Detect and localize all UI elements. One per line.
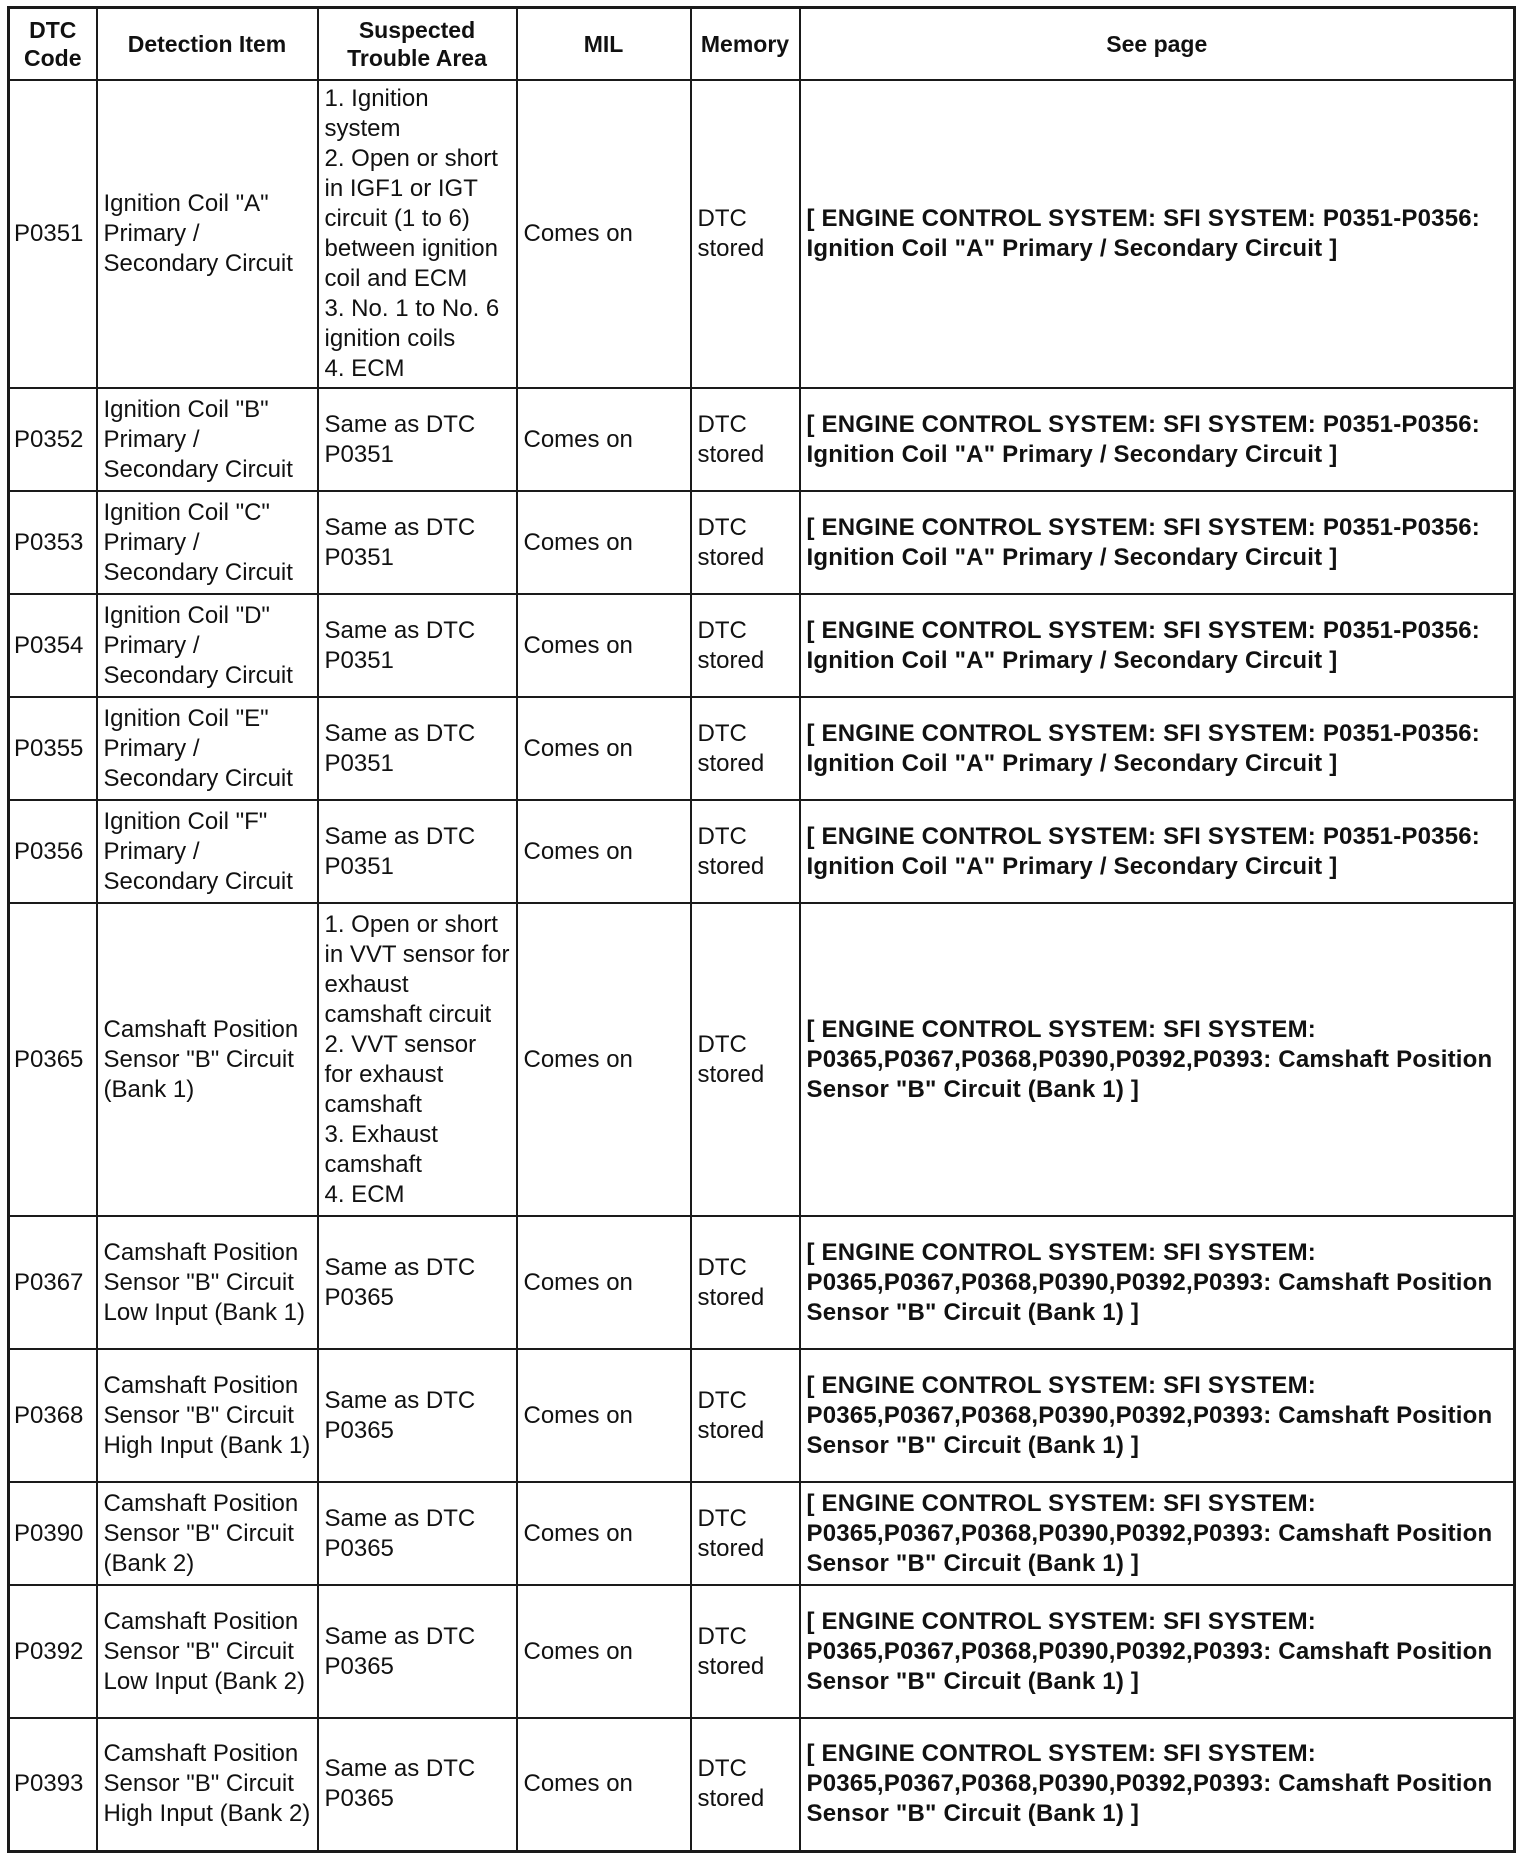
mil-cell: Comes on <box>517 80 691 388</box>
memory-cell: DTC stored <box>691 1482 800 1585</box>
see-page-link[interactable]: [ ENGINE CONTROL SYSTEM: SFI SYSTEM: P0365,P0367,P0368,P0390,P0392,P0393: Camshaft Position Sensor "B" Circuit (Bank 1) ] <box>800 1349 1515 1482</box>
detection-item-cell: Ignition Coil "B" Primary / Secondary Circuit <box>97 388 318 491</box>
dtc-code-cell: P0365 <box>9 903 97 1216</box>
dtc-code-cell: P0368 <box>9 1349 97 1482</box>
header-detection-item: Detection Item <box>97 8 318 81</box>
header-mil: MIL <box>517 8 691 81</box>
table-row <box>9 1349 1515 1482</box>
detection-item-cell: Camshaft Position Sensor "B" Circuit Low Input (Bank 2) <box>97 1585 318 1718</box>
detection-item-cell: Camshaft Position Sensor "B" Circuit (Bank 1) <box>97 903 318 1216</box>
table-row <box>9 80 1515 388</box>
trouble-area-cell: Same as DTC P0351 <box>318 491 517 594</box>
see-page-link[interactable]: [ ENGINE CONTROL SYSTEM: SFI SYSTEM: P0351-P0356: Ignition Coil "A" Primary / Secondary Circuit ] <box>800 388 1515 491</box>
header-row <box>9 8 1515 81</box>
header-see-page: See page <box>800 8 1515 81</box>
memory-cell: DTC stored <box>691 388 800 491</box>
mil-cell: Comes on <box>517 1718 691 1851</box>
trouble-area-cell: Same as DTC P0351 <box>318 800 517 903</box>
trouble-area-cell: Same as DTC P0365 <box>318 1482 517 1585</box>
see-page-link[interactable]: [ ENGINE CONTROL SYSTEM: SFI SYSTEM: P0351-P0356: Ignition Coil "A" Primary / Secondary Circuit ] <box>800 594 1515 697</box>
mil-cell: Comes on <box>517 800 691 903</box>
see-page-link[interactable]: [ ENGINE CONTROL SYSTEM: SFI SYSTEM: P0351-P0356: Ignition Coil "A" Primary / Secondary Circuit ] <box>800 80 1515 388</box>
memory-cell: DTC stored <box>691 903 800 1216</box>
mil-cell: Comes on <box>517 1585 691 1718</box>
see-page-link[interactable]: [ ENGINE CONTROL SYSTEM: SFI SYSTEM: P0365,P0367,P0368,P0390,P0392,P0393: Camshaft Position Sensor "B" Circuit (Bank 1) ] <box>800 1585 1515 1718</box>
dtc-code-cell: P0354 <box>9 594 97 697</box>
see-page-link[interactable]: [ ENGINE CONTROL SYSTEM: SFI SYSTEM: P0351-P0356: Ignition Coil "A" Primary / Secondary Circuit ] <box>800 697 1515 800</box>
mil-cell: Comes on <box>517 491 691 594</box>
trouble-area-cell: Same as DTC P0365 <box>318 1216 517 1349</box>
header-memory: Memory <box>691 8 800 81</box>
trouble-area-cell: Same as DTC P0351 <box>318 388 517 491</box>
see-page-link[interactable]: [ ENGINE CONTROL SYSTEM: SFI SYSTEM: P0365,P0367,P0368,P0390,P0392,P0393: Camshaft Position Sensor "B" Circuit (Bank 1) ] <box>800 1482 1515 1585</box>
dtc-code-cell: P0351 <box>9 80 97 388</box>
detection-item-cell: Ignition Coil "D" Primary / Secondary Circuit <box>97 594 318 697</box>
memory-cell: DTC stored <box>691 697 800 800</box>
memory-cell: DTC stored <box>691 1585 800 1718</box>
trouble-area-cell: 1. Open or short in VVT sensor for exhaust camshaft circuit 2. VVT sensor for exhaust camshaft 3. Exhaust camshaft 4. ECM <box>318 903 517 1216</box>
detection-item-cell: Ignition Coil "A" Primary / Secondary Circuit <box>97 80 318 388</box>
detection-item-cell: Camshaft Position Sensor "B" Circuit (Bank 2) <box>97 1482 318 1585</box>
dtc-code-cell: P0393 <box>9 1718 97 1851</box>
memory-cell: DTC stored <box>691 1349 800 1482</box>
detection-item-cell: Camshaft Position Sensor "B" Circuit Low Input (Bank 1) <box>97 1216 318 1349</box>
table-row <box>9 800 1515 903</box>
table-row <box>9 1216 1515 1349</box>
mil-cell: Comes on <box>517 903 691 1216</box>
memory-cell: DTC stored <box>691 800 800 903</box>
table-row <box>9 1585 1515 1718</box>
dtc-code-cell: P0353 <box>9 491 97 594</box>
table-row <box>9 1718 1515 1851</box>
dtc-code-cell: P0356 <box>9 800 97 903</box>
dtc-code-cell: P0355 <box>9 697 97 800</box>
detection-item-cell: Camshaft Position Sensor "B" Circuit High Input (Bank 1) <box>97 1349 318 1482</box>
dtc-code-cell: P0352 <box>9 388 97 491</box>
mil-cell: Comes on <box>517 1216 691 1349</box>
memory-cell: DTC stored <box>691 594 800 697</box>
mil-cell: Comes on <box>517 1482 691 1585</box>
dtc-code-cell: P0392 <box>9 1585 97 1718</box>
mil-cell: Comes on <box>517 1349 691 1482</box>
see-page-link[interactable]: [ ENGINE CONTROL SYSTEM: SFI SYSTEM: P0365,P0367,P0368,P0390,P0392,P0393: Camshaft Position Sensor "B" Circuit (Bank 1) ] <box>800 1718 1515 1851</box>
see-page-link[interactable]: [ ENGINE CONTROL SYSTEM: SFI SYSTEM: P0351-P0356: Ignition Coil "A" Primary / Secondary Circuit ] <box>800 800 1515 903</box>
table-row <box>9 388 1515 491</box>
memory-cell: DTC stored <box>691 1718 800 1851</box>
trouble-area-cell: Same as DTC P0365 <box>318 1349 517 1482</box>
see-page-link[interactable]: [ ENGINE CONTROL SYSTEM: SFI SYSTEM: P0351-P0356: Ignition Coil "A" Primary / Secondary Circuit ] <box>800 491 1515 594</box>
trouble-area-cell: Same as DTC P0365 <box>318 1718 517 1851</box>
see-page-link[interactable]: [ ENGINE CONTROL SYSTEM: SFI SYSTEM: P0365,P0367,P0368,P0390,P0392,P0393: Camshaft Position Sensor "B" Circuit (Bank 1) ] <box>800 903 1515 1216</box>
header-dtc-code: DTC Code <box>9 8 97 81</box>
mil-cell: Comes on <box>517 594 691 697</box>
table-row <box>9 491 1515 594</box>
table-row <box>9 697 1515 800</box>
table-row <box>9 903 1515 1216</box>
detection-item-cell: Ignition Coil "E" Primary / Secondary Circuit <box>97 697 318 800</box>
header-suspected-trouble-area: Suspected Trouble Area <box>318 8 517 81</box>
dtc-table <box>7 6 1516 1853</box>
mil-cell: Comes on <box>517 388 691 491</box>
dtc-code-cell: P0367 <box>9 1216 97 1349</box>
trouble-area-cell: Same as DTC P0365 <box>318 1585 517 1718</box>
see-page-link[interactable]: [ ENGINE CONTROL SYSTEM: SFI SYSTEM: P0365,P0367,P0368,P0390,P0392,P0393: Camshaft Position Sensor "B" Circuit (Bank 1) ] <box>800 1216 1515 1349</box>
detection-item-cell: Ignition Coil "F" Primary / Secondary Circuit <box>97 800 318 903</box>
mil-cell: Comes on <box>517 697 691 800</box>
trouble-area-cell: Same as DTC P0351 <box>318 697 517 800</box>
memory-cell: DTC stored <box>691 80 800 388</box>
detection-item-cell: Ignition Coil "C" Primary / Secondary Circuit <box>97 491 318 594</box>
table-row <box>9 594 1515 697</box>
trouble-area-cell: 1. Ignition system 2. Open or short in IGF1 or IGT circuit (1 to 6) between ignition coil and ECM 3. No. 1 to No. 6 ignition coils 4. ECM <box>318 80 517 388</box>
dtc-code-cell: P0390 <box>9 1482 97 1585</box>
trouble-area-cell: Same as DTC P0351 <box>318 594 517 697</box>
memory-cell: DTC stored <box>691 491 800 594</box>
memory-cell: DTC stored <box>691 1216 800 1349</box>
detection-item-cell: Camshaft Position Sensor "B" Circuit High Input (Bank 2) <box>97 1718 318 1851</box>
table-row <box>9 1482 1515 1585</box>
